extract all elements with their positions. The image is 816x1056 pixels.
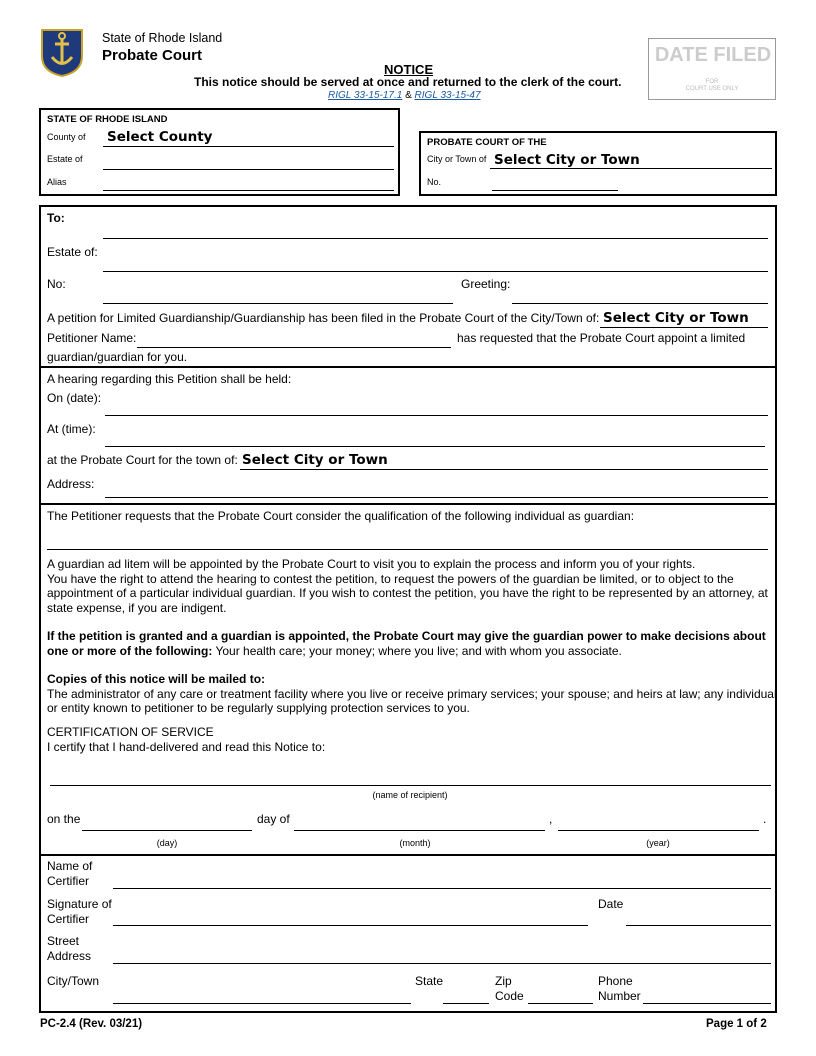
granted-bold-text: If the petition is granted and a guardian is appointed, the Probate Court may give the guardian power to make decisions about one or more of the following:: [47, 629, 766, 658]
date-label: Date: [598, 897, 624, 911]
on-the-label: on the: [47, 812, 81, 826]
estate-of-field[interactable]: [103, 271, 768, 272]
zip-code-label: Zip Code: [495, 974, 524, 1003]
court-use-only-label: COURT USE ONLY: [685, 86, 739, 92]
alias-label: Alias: [47, 177, 67, 187]
certifier-section: [39, 854, 777, 1013]
page-number: Page 1 of 2: [706, 1018, 767, 1030]
notice-subtitle: This notice should be served at once and returned to the clerk of the court.: [194, 75, 622, 89]
no-field[interactable]: [103, 303, 453, 304]
period: .: [763, 812, 767, 826]
signature-field[interactable]: [113, 925, 588, 926]
phone-number-label: Phone Number: [598, 974, 641, 1003]
estate-of-label: Estate of:: [47, 245, 98, 259]
copies-title: Copies of this notice will be mailed to:: [47, 672, 266, 686]
date-filed-label: DATE FILED: [654, 44, 772, 66]
to-field[interactable]: [103, 238, 768, 239]
copies-paragraph: [47, 672, 777, 716]
city-town-field[interactable]: [113, 1003, 411, 1004]
state-field[interactable]: [443, 1003, 489, 1004]
city-select[interactable]: Select City or Town: [494, 152, 640, 168]
day-field[interactable]: [82, 830, 252, 831]
requested-text: has requested that the Probate Court appoint a limited: [457, 331, 746, 345]
zip-code-field[interactable]: [528, 1003, 593, 1004]
granted-rest-text: Your health care; your money; where you live; and with whom you associate.: [212, 643, 622, 658]
ad-litem-paragraph: [47, 557, 777, 615]
petition-text: A petition for Limited Guardianship/Guardianship has been filed in the Probate Court of the City/Town of:: [47, 311, 600, 325]
day-caption: (day): [156, 838, 178, 848]
state-info-title: STATE OF RHODE ISLAND: [47, 114, 168, 125]
proposed-guardian-field[interactable]: [47, 549, 768, 550]
to-label: To:: [47, 211, 65, 225]
recipient-name-field[interactable]: [50, 785, 771, 786]
estate-label: Estate of: [47, 154, 83, 164]
greeting-field[interactable]: [512, 303, 768, 304]
certification-text: I certify that I hand-delivered and read this Notice to:: [47, 739, 326, 754]
state-seal-logo: [38, 26, 86, 78]
city-town-label: City/Town: [47, 974, 100, 988]
alias-field[interactable]: [103, 190, 394, 191]
at-time-label: At (time):: [47, 422, 96, 436]
certification-title: CERTIFICATION OF SERVICE: [47, 725, 214, 739]
no-colon-label: No:: [47, 277, 66, 291]
on-date-label: On (date):: [47, 391, 102, 405]
statute-link-2[interactable]: RIGL 33-15-47: [414, 90, 481, 101]
month-caption: (month): [399, 838, 431, 848]
state-label: State: [415, 974, 444, 988]
city-label: City or Town of: [427, 154, 487, 164]
rights-text: You have the right to attend the hearing to contest the petition, to request the powers of the guardian be limited, or to object to the appointment of a particular individual guardian. If you wish to contest the petition, you have the right to be represented by an attorney, at state expense, if you are indigent.: [47, 571, 768, 615]
greeting-label: Greeting:: [461, 277, 511, 291]
granted-paragraph: [47, 629, 777, 658]
name-of-certifier-label: Name of Certifier: [47, 859, 93, 888]
month-field[interactable]: [294, 830, 545, 831]
court-town-select[interactable]: Select City or Town: [242, 452, 388, 468]
year-field[interactable]: [558, 830, 759, 831]
address-label: Address:: [47, 477, 95, 491]
comma: ,: [549, 812, 553, 826]
certifier-name-field[interactable]: [113, 888, 771, 889]
statute-links: RIGL 33-15-17.1 & RIGL 33-15-47: [328, 90, 481, 101]
signature-label: Signature of Certifier: [47, 897, 112, 926]
street-address-label: Street Address: [47, 934, 92, 963]
county-select[interactable]: Select County: [107, 129, 213, 145]
ad-litem-text: A guardian ad litem will be appointed by the Probate Court to visit you to explain the process and inform you of your rights.: [47, 557, 696, 571]
copies-text: The administrator of any care or treatment facility where you live or receive primary services; your spouse; and heirs at law; any individual or entity known to petitioner to be regularly supplying protection services to you.: [47, 686, 777, 715]
recipient-caption: (name of recipient): [372, 790, 448, 800]
state-name: State of Rhode Island: [102, 31, 223, 45]
street-address-field[interactable]: [113, 963, 771, 964]
page-title: NOTICE: [384, 62, 434, 77]
date-field[interactable]: [626, 925, 771, 926]
year-caption: (year): [646, 838, 670, 848]
hearing-time-field[interactable]: [105, 446, 765, 447]
hearing-section: [39, 366, 777, 505]
probate-court-title: PROBATE COURT OF THE: [427, 137, 547, 148]
statute-link-1[interactable]: RIGL 33-15-17.1: [328, 90, 403, 101]
county-label: County of: [47, 132, 86, 142]
anchor-seal-icon: [38, 26, 86, 78]
estate-field[interactable]: [103, 169, 394, 170]
court-name: Probate Court: [102, 47, 203, 64]
phone-number-field[interactable]: [643, 1003, 771, 1004]
case-number-field[interactable]: [492, 190, 618, 191]
at-court-label: at the Probate Court for the town of:: [47, 453, 238, 467]
petitioner-name-label: Petitioner Name:: [47, 331, 137, 345]
petitioner-name-field[interactable]: [137, 347, 451, 348]
qualification-text: The Petitioner requests that the Probate Court consider the qualification of the following individual as guardian:: [47, 509, 635, 523]
petition-city-select[interactable]: Select City or Town: [603, 310, 749, 326]
date-filed-box: [648, 38, 776, 100]
hearing-date-field[interactable]: [105, 415, 768, 416]
hearing-address-field[interactable]: [105, 497, 768, 498]
guardian-for-you-text: guardian/guardian for you.: [47, 350, 188, 364]
no-label: No.: [427, 177, 442, 187]
form-id: PC-2.4 (Rev. 03/21): [40, 1018, 143, 1030]
hearing-text: A hearing regarding this Petition shall be held:: [47, 372, 292, 386]
day-of-label: day of: [257, 812, 290, 826]
for-label: FOR: [705, 79, 719, 85]
certification-paragraph: [47, 725, 777, 754]
